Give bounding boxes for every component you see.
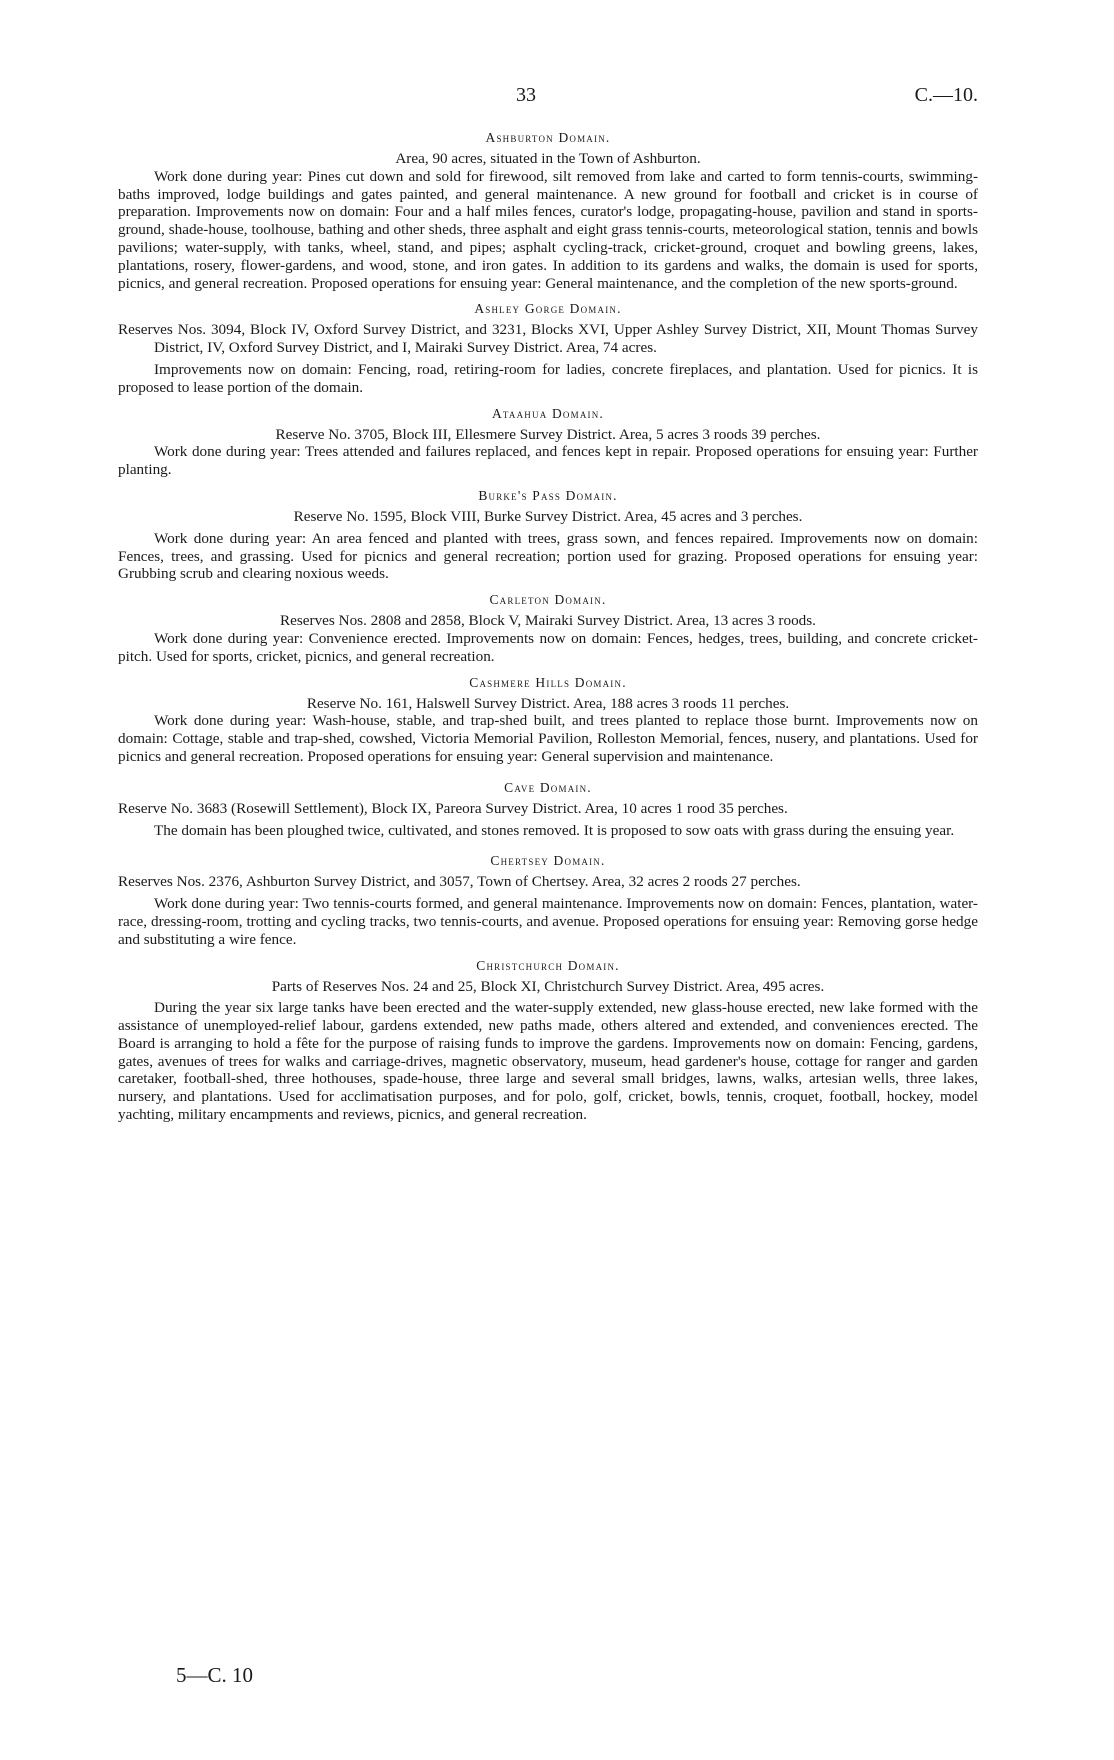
section-title-cave: Cave Domain. <box>504 779 592 795</box>
burkes-pass-reserve: Reserve No. 1595, Block VIII, Burke Survey District. Area, 45 acres and 3 perches. <box>293 507 803 525</box>
cashmere-hills-body: Work done during year: Wash-house, stable, and trap-shed built, and trees planted to replace those burnt. Improvements now on domain: Cottage, stable and trap-shed, cowshed, Victoria Memorial Pavilion, Rolleston Memorial, fences, nusery, and plantations. Used for picnics and general recreation. Proposed operations for ensuing year: General supervision and maintenance. <box>118 712 978 765</box>
chertsey-reserve: Reserves Nos. 2376, Ashburton Survey District, and 3057, Town of Chertsey. Area, 32 acres 2 roods 27 perches. <box>118 873 801 891</box>
ataahua-body: Work done during year: Trees attended and failures replaced, and fences kept in repair. Proposed operations for ensuing year: Further planting. <box>118 443 978 479</box>
cashmere-hills-reserve: Reserve No. 161, Halswell Survey District. Area, 188 acres 3 roods 11 perches. <box>306 694 790 712</box>
signature-mark: 5—C. 10 <box>176 1663 254 1687</box>
carleton-body: Work done during year: Convenience erected. Improvements now on domain: Fences, hedges, trees, building, and concrete cricket-pitch. Used for sports, cricket, picnics, and general recreation. <box>118 629 978 665</box>
christchurch-body: During the year six large tanks have been erected and the water-supply extended, new glass-house erected, new lake formed with the assistance of unemployed-relief labour, gardens extended, new paths made, others altered and extended, and conveniences erected. The Board is arranging to hold a fête for the purpose of raising funds to improve the gardens. Improvements now on domain: Fencing, gardens, gates, avenues of trees for walks and carriage-drives, magnetic observatory, museum, head gardener's house, cottage for ranger and garden caretaker, football-shed, three hothouses, spade-house, three large and several small bridges, lawns, walks, artesian wells, three lakes, nursery, and plantations. Used for acclimatisation purposes, and for polo, golf, cricket, bowls, tennis, croquet, football, hockey, model yachting, military encampments and reviews, picnics, and general recreation. <box>118 999 978 1124</box>
ashburton-body: Work done during year: Pines cut down and sold for firewood, silt removed from lake and carted to form tennis-courts, swimming-baths improved, lodge buildings and gates painted, and general maintenance. A new ground for football and cricket is in course of preparation. Improvements now on domain: Four and a half miles fences, curator's lodge, propagating-house, pavilion and stand in sports-ground, shade-house, toolhouse, bathing and other sheds, three asphalt and eight grass tennis-courts, meteorological station, tennis and bowls pavilions; water-supply, with tanks, wheel, stand, and pipes; asphalt cycling-track, cricket-ground, croquet and bowling greens, lakes, plantations, rosery, flower-gardens, and wood, stone, and iron gates. In addition to its gardens and walks, the domain is used for sports, picnics, and general recreation. Proposed operations for ensuing year: General maintenance, and the completion of the new sports-ground. <box>118 167 978 292</box>
section-title-christchurch: Christchurch Domain. <box>476 957 620 973</box>
page-header <box>118 84 978 124</box>
section-title-ashburton: Ashburton Domain. <box>485 130 611 145</box>
carleton-reserve: Reserves Nos. 2808 and 2858, Block V, Mairaki Survey District. Area, 13 acres 3 roods. <box>280 612 816 630</box>
ashburton-area: Area, 90 acres, situated in the Town of Ashburton. <box>395 150 701 167</box>
section-title-ashley-gorge: Ashley Gorge Domain. <box>474 301 622 317</box>
document-page <box>118 84 978 1124</box>
christchurch-reserve: Parts of Reserves Nos. 24 and 25, Block XI, Christchurch Survey District. Area, 495 acres. <box>271 977 825 995</box>
section-title-ataahua: Ataahua Domain. <box>491 405 605 421</box>
section-title-chertsey: Chertsey Domain. <box>490 853 606 869</box>
paper-code: C.—10. <box>914 84 978 106</box>
burkes-pass-body: Work done during year: An area fenced and planted with trees, grass sown, and fences repaired. Improvements now on domain: Fences, trees, and grassing. Used for picnics and general recreation; portion used for grazing. Proposed operations for ensuing year: Grubbing scrub and clearing noxious weeds. <box>118 529 978 583</box>
ashley-gorge-body: Improvements now on domain: Fencing, road, retiring-room for ladies, concrete fireplaces, and plantation. Used for picnics. It is proposed to lease portion of the domain. <box>118 360 978 396</box>
section-title-burkes-pass: Burke's Pass Domain. <box>478 487 618 503</box>
ataahua-reserve: Reserve No. 3705, Block III, Ellesmere Survey District. Area, 5 acres 3 roods 39 perches. <box>275 425 821 443</box>
cave-body: The domain has been ploughed twice, cultivated, and stones removed. It is proposed to sow oats with grass during the ensuing year. <box>154 821 955 839</box>
chertsey-body: Work done during year: Two tennis-courts formed, and general maintenance. Improvements now on domain: Fences, plantation, water-race, dressing-room, trotting and cycling tracks, two tennis-courts, and avenue. Proposed operations for ensuing year: Removing gorse hedge and substituting a wire fence. <box>118 895 978 948</box>
ashley-gorge-reserve: Reserves Nos. 3094, Block IV, Oxford Survey District, and 3231, Blocks XVI, Upper Ashley Survey District, XII, Mount Thomas Survey District, IV, Oxford Survey District, and I, Mairaki Survey District. Area, 74 acres. <box>118 321 978 357</box>
section-title-carleton: Carleton Domain. <box>489 592 607 608</box>
section-title-cashmere-hills: Cashmere Hills Domain. <box>469 674 627 690</box>
page-number: 33 <box>516 84 536 106</box>
cave-reserve: Reserve No. 3683 (Rosewill Settlement), Block IX, Pareora Survey District. Area, 10 acres 1 rood 35 perches. <box>118 799 788 817</box>
